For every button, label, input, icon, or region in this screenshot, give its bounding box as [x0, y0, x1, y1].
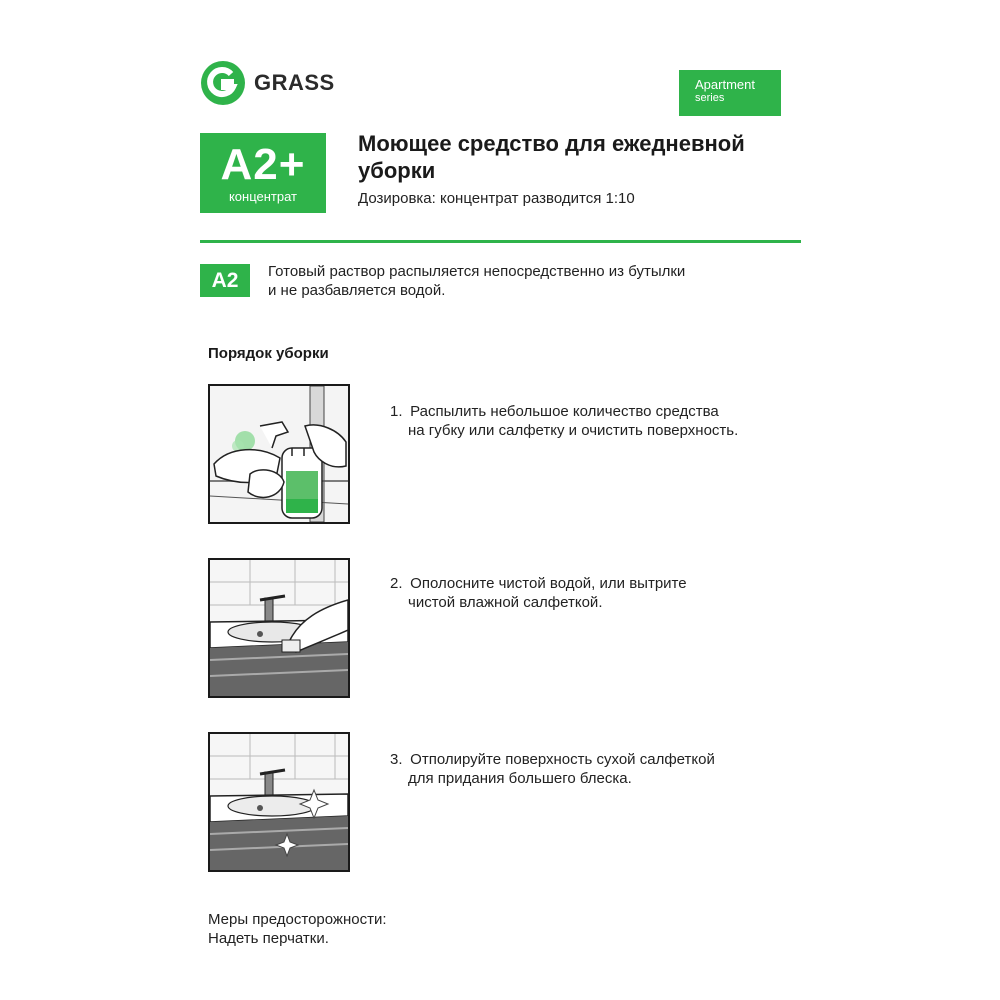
step-2-text [390, 574, 790, 612]
step-3-illustration [208, 732, 350, 872]
sink-shine-illustration-icon [210, 734, 348, 870]
brand-name: GRASS [254, 70, 335, 95]
ready-solution-text [268, 262, 768, 300]
series-line2: series [695, 92, 725, 104]
grass-logo [200, 60, 340, 106]
spray-bottle-illustration-icon [210, 386, 348, 522]
step-1-text [390, 402, 790, 440]
precautions [208, 910, 387, 948]
step-2-line2: чистой влажной салфеткой. [408, 594, 603, 611]
step-3-text [390, 750, 790, 788]
product-title-line2: уборки [358, 158, 436, 183]
product-code: A2+ [220, 140, 306, 189]
product-title [358, 130, 798, 184]
precautions-line2: Надеть перчатки. [208, 930, 329, 947]
divider [200, 240, 801, 243]
sink-wipe-illustration-icon [210, 560, 348, 696]
product-code-badge [200, 133, 326, 213]
step-2-line1: Ополосните чистой водой, или вытрите [410, 575, 687, 592]
ready-solution-badge: A2 [200, 264, 250, 297]
precautions-line1: Меры предосторожности: [208, 911, 387, 928]
step-3-line1: Отполируйте поверхность сухой салфеткой [410, 751, 715, 768]
series-badge [679, 70, 781, 116]
step-1-number: 1. [390, 403, 403, 420]
cleaning-order-title: Порядок уборки [208, 345, 329, 362]
step-3-number: 3. [390, 751, 403, 768]
grass-logo-icon [200, 60, 246, 106]
step-1-line1: Распылить небольшое количество средства [410, 403, 719, 420]
product-dosage: Дозировка: концентрат разводится 1:10 [358, 190, 635, 207]
series-line1: Apartment [695, 77, 755, 92]
step-1-illustration [208, 384, 350, 524]
ready-solution-line2: и не разбавляется водой. [268, 282, 446, 299]
ready-solution-line1: Готовый раствор распыляется непосредственно из бутылки [268, 263, 686, 280]
product-type: концентрат [228, 189, 298, 204]
step-2-illustration [208, 558, 350, 698]
step-3-line2: для придания большего блеска. [408, 770, 632, 787]
step-2-number: 2. [390, 575, 403, 592]
step-1-line2: на губку или салфетку и очистить поверхность. [408, 422, 739, 439]
product-title-line1: Моющее средство для ежедневной [358, 131, 745, 156]
